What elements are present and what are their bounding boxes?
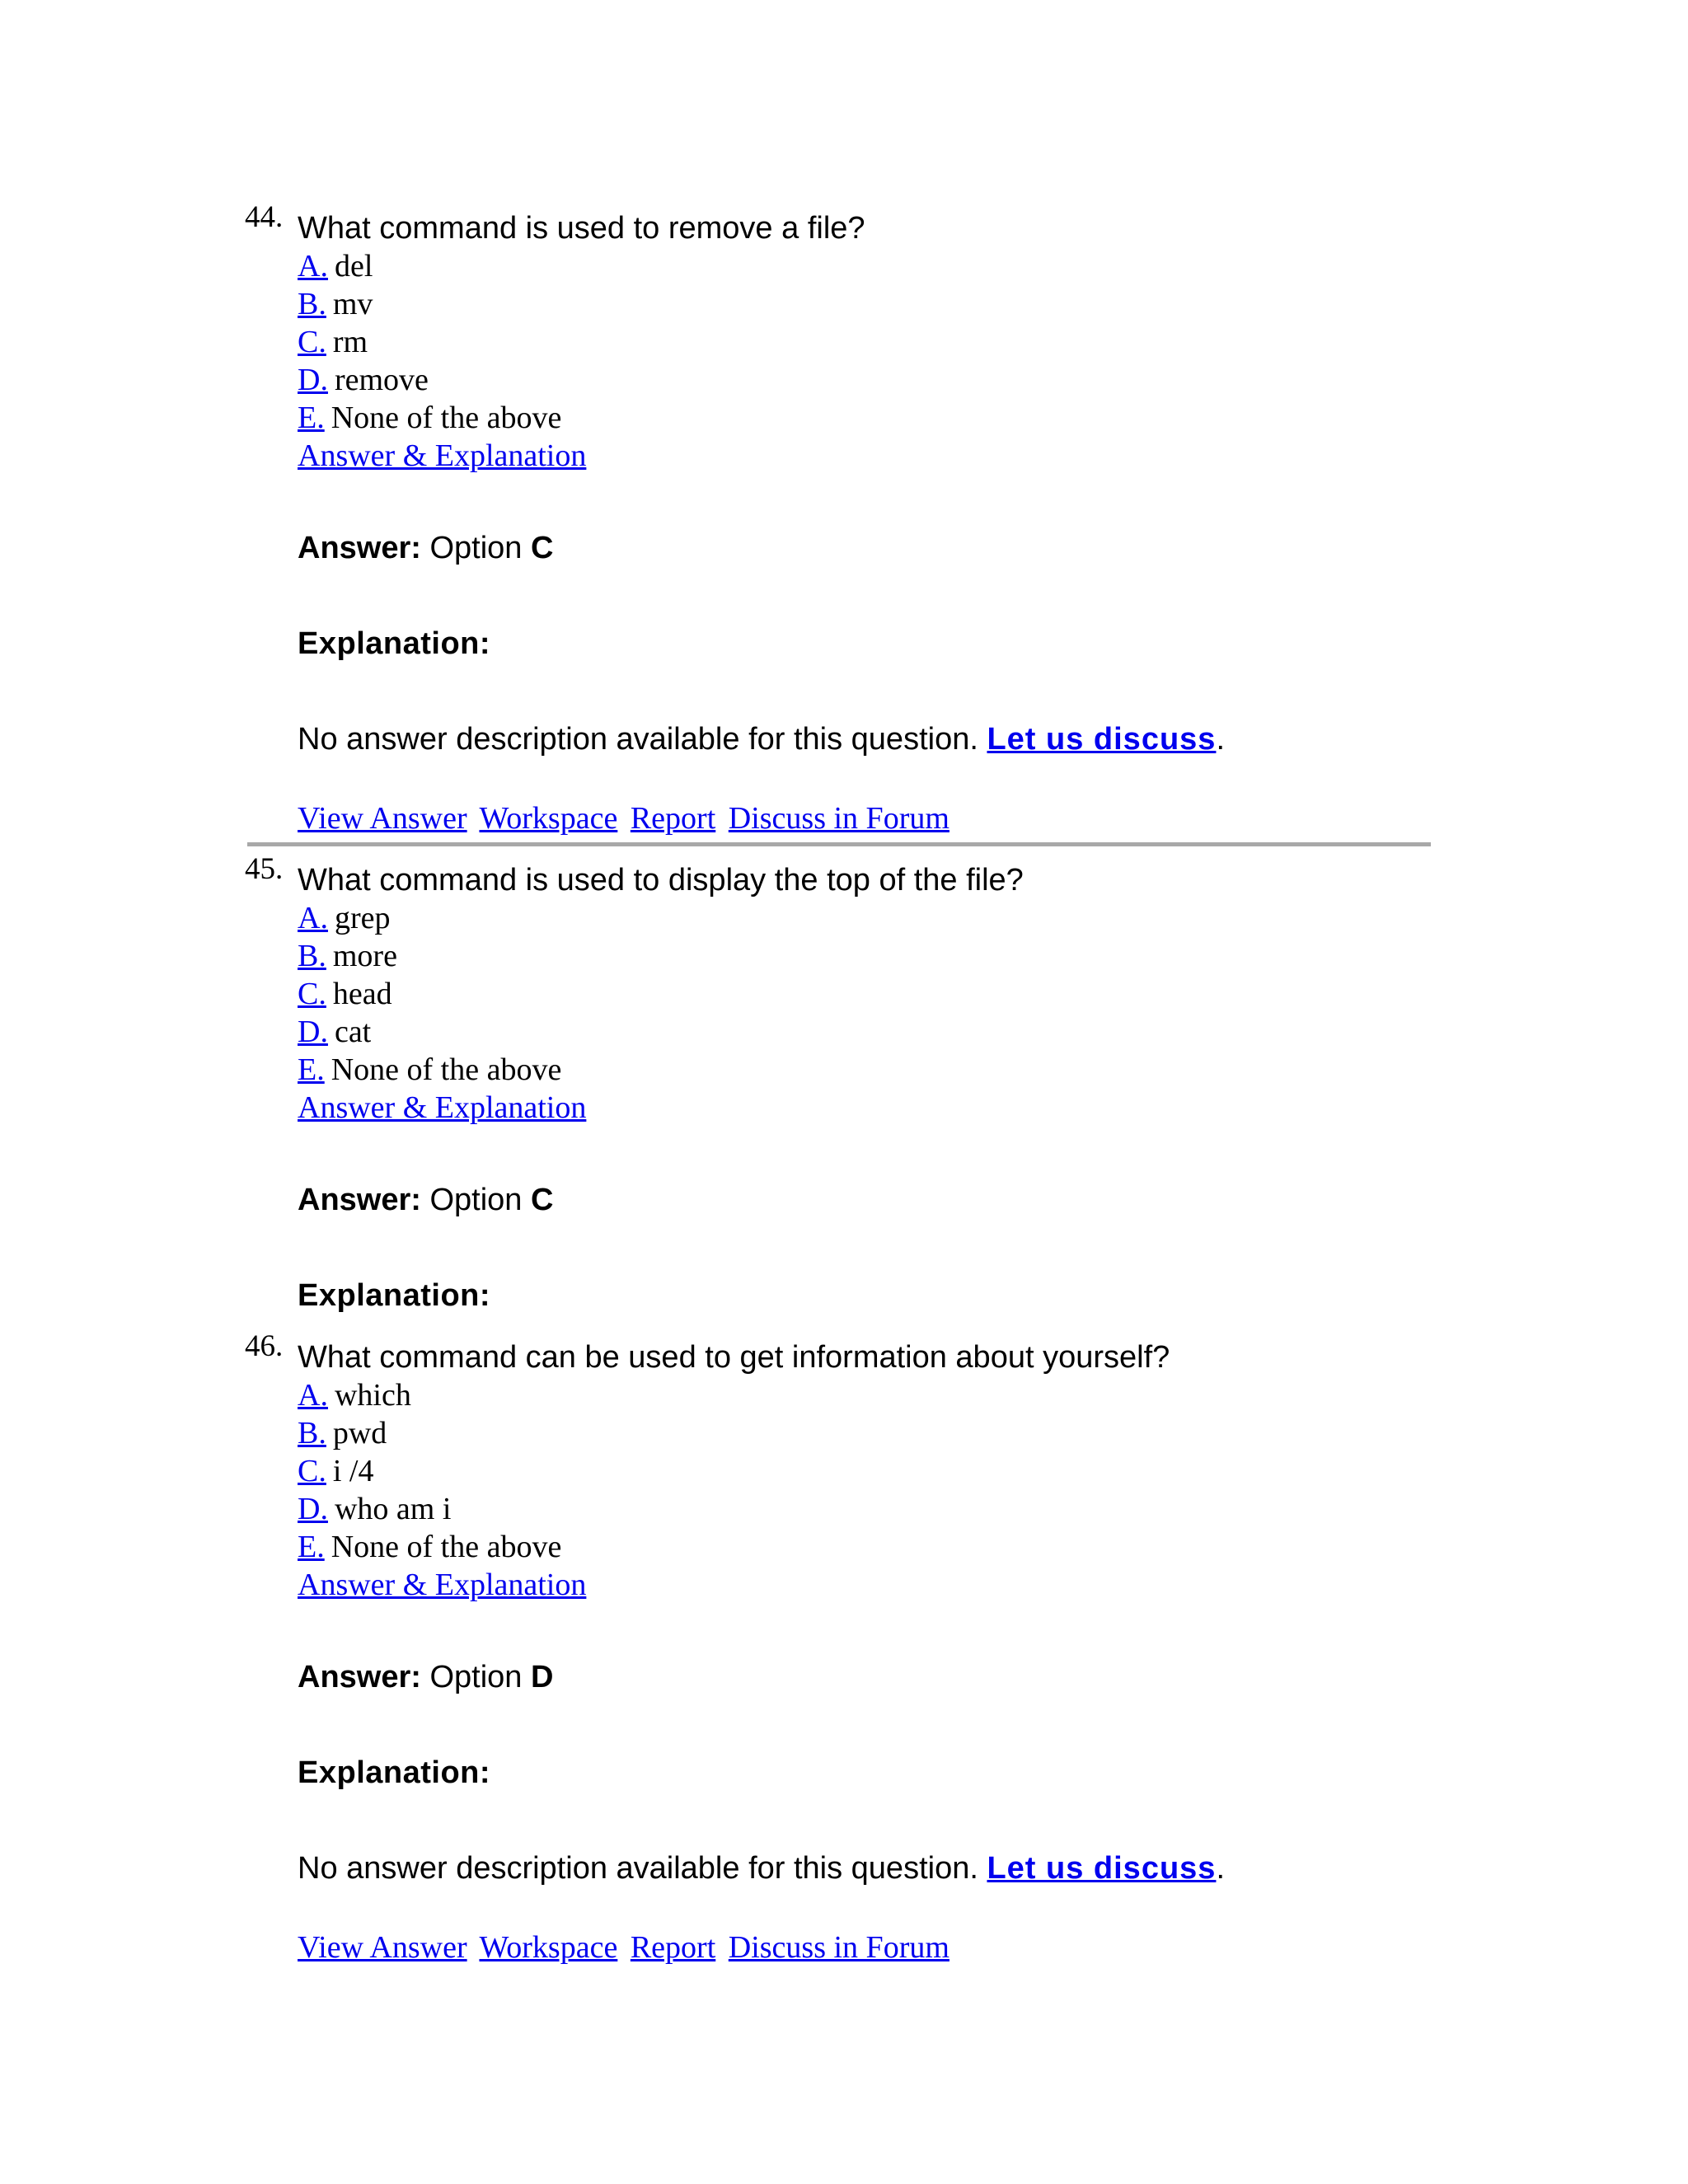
option-c-link[interactable]: C. (298, 325, 326, 359)
option-a-text: which (334, 1378, 411, 1413)
answer-explanation-link[interactable]: Answer & Explanation (298, 438, 587, 473)
explanation-text (298, 720, 1427, 758)
question-body (298, 1329, 1427, 1966)
answer-line (298, 1181, 1427, 1219)
option-e-link[interactable]: E. (298, 1530, 325, 1564)
option-b (298, 937, 1427, 975)
option-d-text: cat (334, 1015, 372, 1049)
option-b-link[interactable]: B. (298, 1416, 326, 1451)
discuss-in-forum-link[interactable]: Discuss in Forum (728, 1930, 950, 1965)
question-text: What command is used to remove a file? (298, 211, 865, 246)
option-b-link[interactable]: B. (298, 939, 326, 973)
option-a-text: grep (334, 901, 391, 935)
option-d (298, 361, 1427, 399)
report-link[interactable]: Report (630, 1930, 716, 1965)
workspace-link[interactable]: Workspace (479, 1930, 618, 1965)
question-text: What command can be used to get information about yourself? (298, 1340, 1170, 1375)
option-c-text: i /4 (332, 1454, 374, 1488)
option-d (298, 1490, 1427, 1528)
discuss-in-forum-link[interactable]: Discuss in Forum (728, 801, 950, 836)
answer-prefix: Option (429, 1183, 523, 1217)
question-actions (298, 1929, 1427, 1966)
option-c-link[interactable]: C. (298, 977, 326, 1011)
explanation-label: Explanation: (298, 1278, 491, 1313)
option-a (298, 899, 1427, 937)
option-c-text: rm (332, 325, 368, 359)
option-e-link[interactable]: E. (298, 401, 325, 435)
options-list (298, 899, 1427, 1089)
answer-explanation-link[interactable]: Answer & Explanation (298, 1568, 587, 1602)
report-link[interactable]: Report (630, 801, 716, 836)
option-b-text: more (332, 939, 397, 973)
question-divider (247, 842, 1431, 846)
option-a (298, 247, 1427, 285)
answer-explanation-link[interactable]: Answer & Explanation (298, 1090, 587, 1125)
option-d-link[interactable]: D. (298, 1015, 328, 1049)
option-c (298, 975, 1427, 1013)
option-d-link[interactable]: D. (298, 363, 328, 397)
answer-prefix: Option (429, 531, 523, 565)
question-number: 45. (245, 852, 284, 886)
answer-line (298, 529, 1427, 567)
option-a (298, 1376, 1427, 1414)
let-us-discuss-link[interactable]: Let us discuss (987, 722, 1217, 757)
option-b-text: pwd (332, 1416, 387, 1451)
discuss-suffix: . (1216, 1851, 1225, 1886)
answer-label: Answer: (298, 1183, 421, 1217)
explanation-body: No answer description available for this question. (298, 1851, 978, 1886)
option-e (298, 399, 1427, 437)
question-body (298, 199, 1427, 837)
answer-letter: C (531, 531, 554, 565)
option-c-text: head (332, 977, 392, 1011)
option-e-text: None of the above (331, 1530, 562, 1564)
option-e-text: None of the above (331, 1052, 562, 1087)
option-c-link[interactable]: C. (298, 1454, 326, 1488)
option-b (298, 1414, 1427, 1452)
question-actions (298, 799, 1427, 837)
option-d-text: who am i (334, 1492, 452, 1526)
question-body (298, 851, 1427, 1315)
answer-label: Answer: (298, 531, 421, 565)
question-text: What command is used to display the top of the file? (298, 863, 1024, 898)
explanation-label: Explanation: (298, 1755, 491, 1790)
options-list (298, 247, 1427, 437)
option-e-text: None of the above (331, 401, 562, 435)
answer-label: Answer: (298, 1660, 421, 1694)
answer-prefix: Option (429, 1660, 523, 1694)
option-a-text: del (334, 249, 373, 284)
explanation-label: Explanation: (298, 626, 491, 661)
option-d (298, 1013, 1427, 1051)
question-number: 44. (245, 200, 284, 234)
option-b (298, 285, 1427, 323)
view-answer-link[interactable]: View Answer (298, 1930, 467, 1965)
answer-letter: D (531, 1660, 554, 1694)
option-e-link[interactable]: E. (298, 1052, 325, 1087)
option-a-link[interactable]: A. (298, 1378, 328, 1413)
discuss-suffix: . (1216, 722, 1225, 757)
option-b-text: mv (332, 287, 373, 321)
question-number: 46. (245, 1329, 284, 1363)
let-us-discuss-link[interactable]: Let us discuss (987, 1851, 1217, 1886)
option-b-link[interactable]: B. (298, 287, 326, 321)
option-d-text: remove (334, 363, 429, 397)
option-c (298, 1452, 1427, 1490)
explanation-body: No answer description available for this question. (298, 722, 978, 757)
view-answer-link[interactable]: View Answer (298, 801, 467, 836)
option-a-link[interactable]: A. (298, 901, 328, 935)
option-a-link[interactable]: A. (298, 249, 328, 284)
option-e (298, 1051, 1427, 1089)
options-list (298, 1376, 1427, 1566)
answer-line (298, 1658, 1427, 1696)
explanation-text (298, 1849, 1427, 1887)
option-d-link[interactable]: D. (298, 1492, 328, 1526)
option-c (298, 323, 1427, 361)
workspace-link[interactable]: Workspace (479, 801, 618, 836)
option-e (298, 1528, 1427, 1566)
answer-letter: C (531, 1183, 554, 1217)
